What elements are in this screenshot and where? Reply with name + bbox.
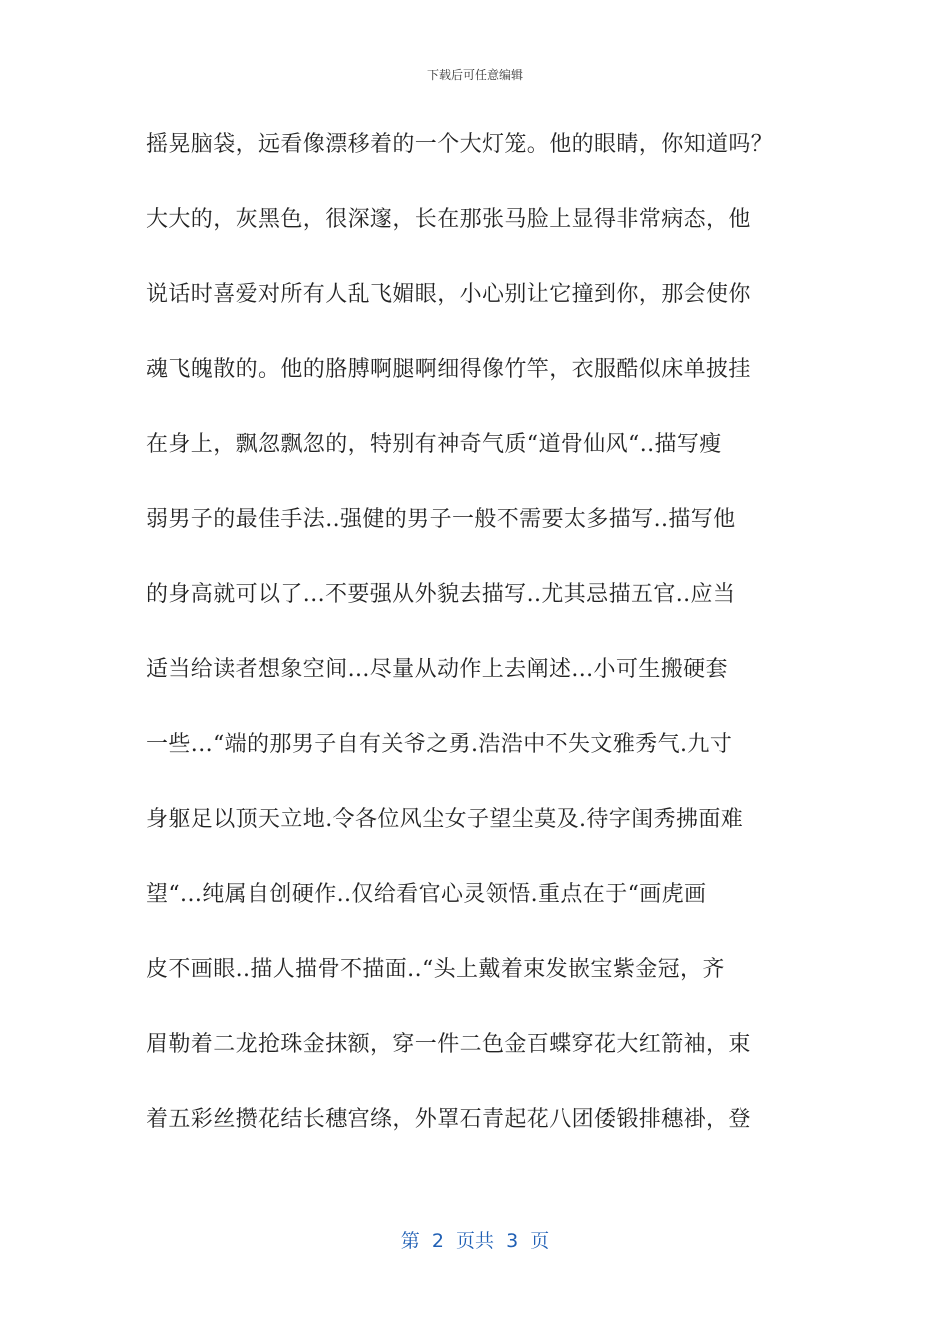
text-line: 望“...纯属自创硬作..仅给看官心灵领悟.重点在于“画虎画 [146,882,707,907]
text-line: 的身高就可以了...不要强从外貌去描写..尤其忌描五官..应当 [146,582,736,607]
text-line: 弱男子的最佳手法..强健的男子一般不需要太多描写..描写他 [146,507,736,532]
text-line: 皮不画眼..描人描骨不描面..“头上戴着束发嵌宝紫金冠，齐 [146,957,725,982]
text-line: 一些...“端的那男子自有关爷之勇.浩浩中不失文雅秀气.九寸 [146,732,733,757]
text-line: 眉勒着二龙抢珠金抹额，穿一件二色金百蝶穿花大红箭袖，束 [146,1032,751,1057]
text-line: 魂飞魄散的。他的胳膊啊腿啊细得像竹竿，衣服酷似床单披挂 [146,357,751,382]
text-line: 着五彩丝攒花结长穗宫绦，外罩石青起花八团倭锻排穗褂，登 [146,1107,751,1132]
text-line: 身躯足以顶天立地.令各位风尘女子望尘莫及.待字闺秀拂面难 [146,807,744,832]
text-line: 在身上，飘忽飘忽的，特别有神奇气质“道骨仙风“..描写瘦 [146,432,722,457]
text-line: 适当给读者想象空间...尽量从动作上去阐述...小可生搬硬套 [146,657,728,682]
text-line: 大大的，灰黑色，很深邃，长在那张马脸上显得非常病态，他 [146,207,751,232]
page-header: 下载后可任意编辑 [426,68,523,82]
text-line: 说话时喜爱对所有人乱飞媚眼，小心别让它撞到你，那会使你 [146,282,751,307]
page-number-footer: 第 2 页共 3 页 [400,1230,550,1252]
body-text [146,124,811,1174]
text-line: 摇晃脑袋，远看像漂移着的一个大灯笼。他的眼睛，你知道吗？ [146,132,774,157]
